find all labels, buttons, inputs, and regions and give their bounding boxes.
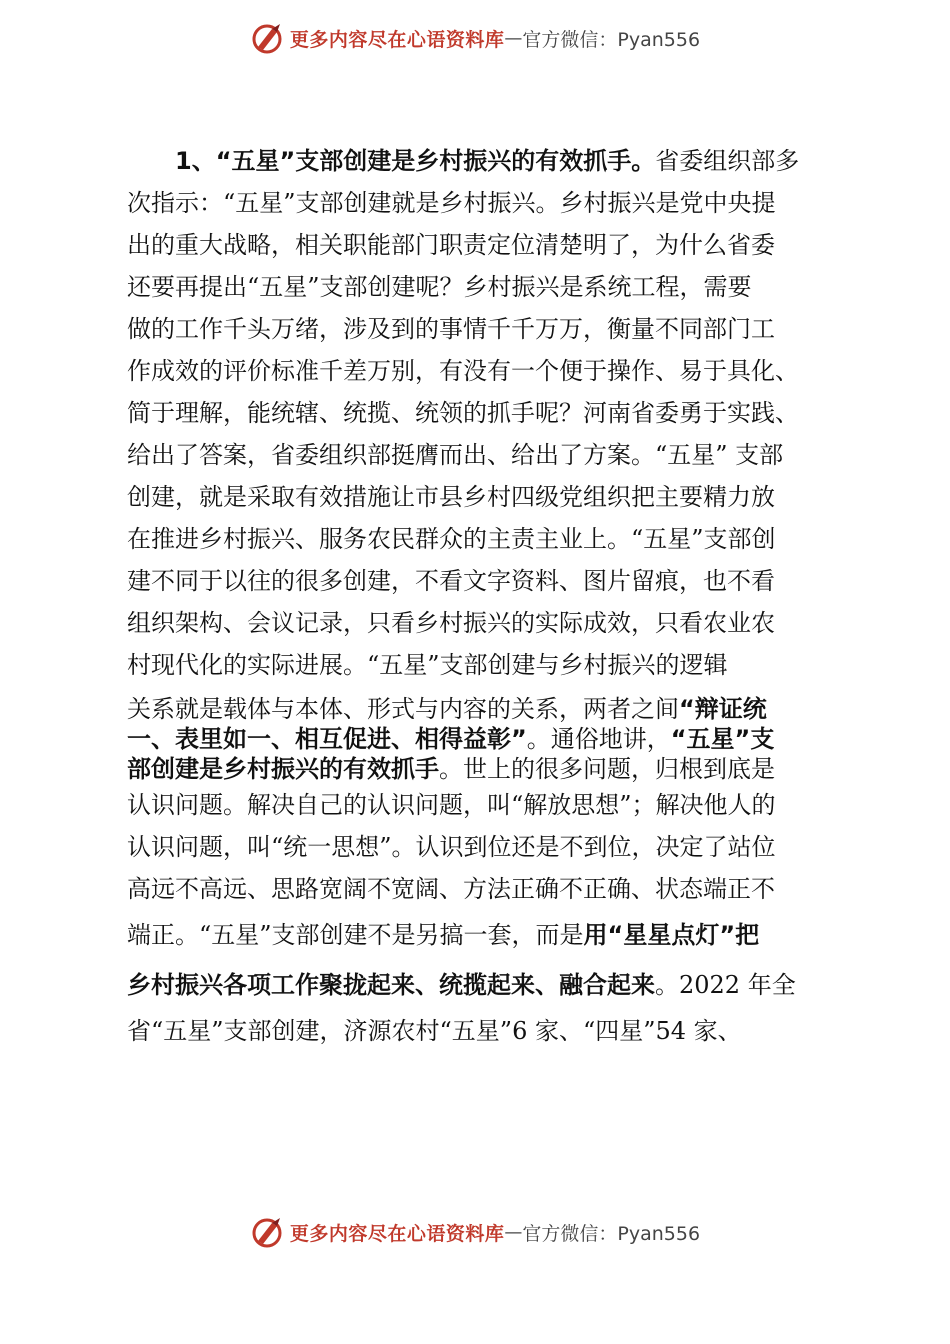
bold-text: 乡村振兴各项工作聚拢起来、统揽起来、融合起来 — [127, 971, 655, 999]
text-line — [127, 602, 842, 644]
text-run: 做的工作千头万绪，涉及到的事情千千万万，衡量不同部门工 — [127, 315, 775, 343]
watermark-text: 更多内容尽在心语资料库 — [289, 28, 505, 51]
text-line — [127, 266, 842, 308]
text-run: 还要再提出“五星”支部创建呢？乡村振兴是系统工程，需要 — [127, 273, 752, 301]
text-run: 认识问题。解决自己的认识问题，叫“解放思想”；解决他人的 — [127, 791, 776, 819]
watermark-wechat: 官方微信：Pyan556 — [522, 1222, 701, 1245]
text-line — [127, 434, 842, 476]
text-line — [127, 350, 842, 392]
text-run: 省委组织部多 — [655, 147, 800, 175]
text-line — [127, 910, 842, 960]
text-run: 在推进乡村振兴、服务农民群众的主责主业上。“五星”支部创 — [127, 525, 776, 553]
bold-text: 1、“五星”支部创建是乡村振兴的有效抓手。 — [175, 147, 656, 175]
bold-text: 一、表里如一、相互促进、相得益彰” — [127, 725, 527, 753]
text-run: 省“五星”支部创建，济源农村“五星”6 家、“四星”54 家、 — [127, 1017, 742, 1045]
bold-text: 用“星星点灯”把 — [583, 921, 760, 949]
text-line — [127, 476, 842, 518]
text-line — [127, 868, 842, 910]
pen-circle-logo-icon — [250, 21, 284, 55]
text-line — [127, 560, 842, 602]
watermark-wechat: 官方微信：Pyan556 — [522, 28, 701, 51]
text-line — [127, 724, 842, 754]
text-run: 。2022 年全 — [655, 971, 796, 999]
text-run: 作成效的评价标准千差万别，有没有一个便于操作、易于具化、 — [127, 357, 799, 385]
text-line — [127, 960, 842, 1010]
watermark-text: 更多内容尽在心语资料库 — [289, 1222, 505, 1245]
bold-text: “五星”支 — [670, 725, 775, 753]
text-run: 端正。“五星”支部创建不是另搞一套，而是 — [127, 921, 584, 949]
text-line — [127, 308, 842, 350]
text-line — [127, 392, 842, 434]
text-run: 高远不高远、思路宽阔不宽阔、方法正确不正确、状态端正不 — [127, 875, 775, 903]
watermark-separator: — — [504, 1221, 523, 1243]
text-run: 关系就是载体与本体、形式与内容的关系，两者之间 — [127, 695, 679, 723]
text-line — [127, 182, 842, 224]
text-line — [127, 826, 842, 868]
text-run: 。通俗地讲， — [526, 725, 671, 753]
text-line — [127, 694, 842, 724]
header-watermark — [0, 14, 950, 62]
text-run: 创建，就是采取有效措施让市县乡村四级党组织把主要精力放 — [127, 483, 775, 511]
text-line — [127, 224, 842, 266]
text-run: 建不同于以往的很多创建，不看文字资料、图片留痕，也不看 — [127, 567, 775, 595]
footer-watermark — [0, 1208, 950, 1256]
text-line — [127, 754, 842, 784]
text-run: 。世上的很多问题，归根到底是 — [439, 755, 775, 783]
text-line — [127, 140, 842, 182]
text-run: 简于理解，能统辖、统揽、统领的抓手呢？河南省委勇于实践、 — [127, 399, 799, 427]
text-line — [127, 1010, 842, 1052]
text-line — [127, 784, 842, 826]
text-run: 出的重大战略，相关职能部门职责定位清楚明了，为什么省委 — [127, 231, 775, 259]
text-run: 村现代化的实际进展。“五星”支部创建与乡村振兴的逻辑 — [127, 651, 728, 679]
text-run: 认识问题，叫“统一思想”。认识到位还是不到位，决定了站位 — [127, 833, 776, 861]
pen-circle-logo-icon — [250, 1215, 284, 1249]
text-line — [127, 644, 842, 686]
text-run: 给出了答案，省委组织部挺膺而出、给出了方案。“五星” 支部 — [127, 441, 784, 469]
watermark-separator: — — [504, 27, 523, 49]
text-run: 次指示：“五星”支部创建就是乡村振兴。乡村振兴是党中央提 — [127, 189, 776, 217]
document-body — [127, 140, 842, 1052]
bold-text: “辩证统 — [679, 695, 767, 723]
text-line — [127, 518, 842, 560]
bold-text: 部创建是乡村振兴的有效抓手 — [127, 755, 439, 783]
text-run: 组织架构、会议记录，只看乡村振兴的实际成效，只看农业农 — [127, 609, 775, 637]
